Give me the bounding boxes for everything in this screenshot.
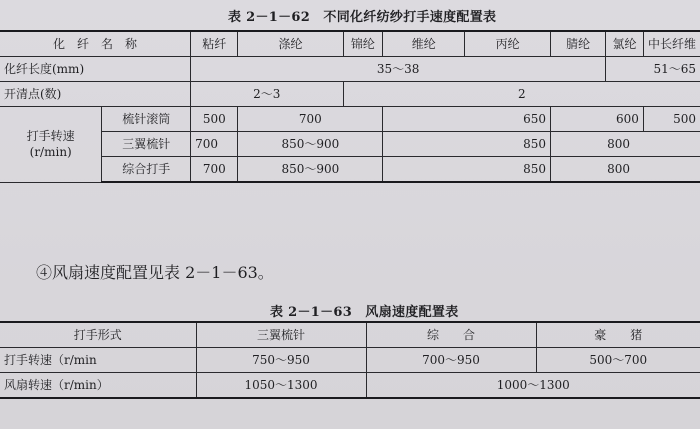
fan-speed-table	[0, 321, 700, 399]
beater-type: 三翼梳针	[102, 132, 191, 157]
cell-mid-long: 500	[643, 107, 700, 132]
beater-type: 梳针滚筒	[102, 107, 191, 132]
opening-points-other: 2	[343, 82, 700, 107]
header-mid-long-fiber: 中长纤维	[643, 31, 700, 57]
table-row	[0, 373, 700, 399]
cell-viscose: 500	[191, 107, 238, 132]
cell-polyester: 700	[238, 107, 383, 132]
cell-porcupine: 500～700	[536, 348, 700, 373]
header-polyester: 涤纶	[238, 31, 343, 57]
header-porcupine: 豪 猪	[536, 322, 700, 348]
table-row	[0, 57, 700, 82]
cell-polyester: 850～900	[238, 132, 383, 157]
header-fiber-name: 化 纤 名 称	[0, 31, 191, 57]
paragraph-text: ④风扇速度配置见表 2－1－63。	[36, 263, 274, 282]
fiber-length-long-value: 51～65	[606, 57, 700, 82]
table-row	[0, 107, 700, 132]
cell-combined: 700～950	[366, 348, 536, 373]
cell-acrylic: 800	[551, 157, 700, 183]
header-vinylon: 维纶	[383, 31, 465, 57]
header-chlorofiber: 氯纶	[606, 31, 644, 57]
header-combined: 综 合	[366, 322, 536, 348]
header-polypropylene: 丙纶	[465, 31, 551, 57]
table-row	[0, 31, 700, 57]
opening-points-viscose: 2～3	[191, 82, 343, 107]
cell-vinylon: 850	[383, 157, 551, 183]
beater-type: 综合打手	[102, 157, 191, 183]
header-three-wing: 三翼梳针	[196, 322, 366, 348]
table-row	[0, 82, 700, 107]
cell-vinylon: 850	[383, 132, 551, 157]
cell-vinylon: 650	[383, 107, 551, 132]
cell-acrylic: 600	[551, 107, 644, 132]
opening-points-label: 开清点(数)	[0, 82, 191, 107]
cell-acrylic: 800	[551, 132, 700, 157]
header-nylon: 锦纶	[343, 31, 383, 57]
table-row	[0, 348, 700, 373]
cell-three-wing: 1050～1300	[196, 373, 366, 399]
table-row	[0, 157, 700, 183]
fiber-length-value: 35～38	[191, 57, 606, 82]
table2-title: 表 2－1－63 风扇速度配置表	[270, 305, 459, 320]
beater-speed-label: 打手转速 (r/min)	[0, 107, 102, 183]
cell-three-wing: 750～950	[196, 348, 366, 373]
header-acrylic: 腈纶	[551, 31, 606, 57]
fiber-length-label: 化纤长度(mm)	[0, 57, 191, 82]
header-viscose: 粘纤	[191, 31, 238, 57]
cell-combined-porcupine: 1000～1300	[366, 373, 700, 399]
beater-speed-label: 打手转速（r/min	[0, 348, 196, 373]
cell-viscose: 700	[191, 132, 238, 157]
fiber-beater-speed-table	[0, 30, 700, 183]
table-row	[0, 132, 700, 157]
fan-speed-label: 风扇转速（r/min）	[0, 373, 196, 399]
table-row	[0, 322, 700, 348]
table1-title: 表 2－1－62 不同化纤纺纱打手速度配置表	[228, 10, 497, 25]
cell-polyester: 850～900	[238, 157, 383, 183]
cell-viscose: 700	[191, 157, 238, 183]
header-beater-type: 打手形式	[0, 322, 196, 348]
